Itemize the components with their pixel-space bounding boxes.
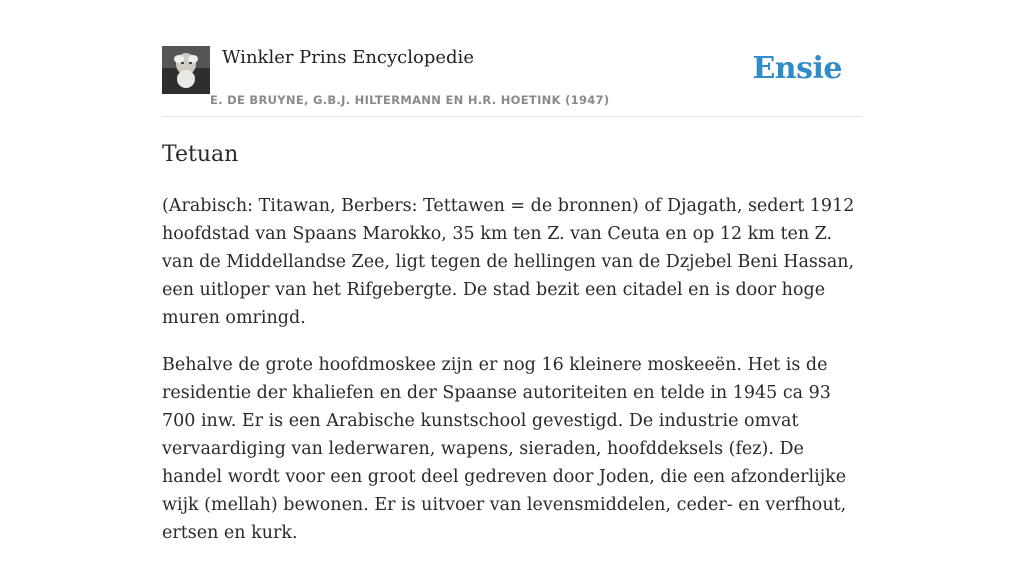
article-title: Tetuan	[162, 142, 239, 167]
article-body	[162, 192, 868, 566]
authors-byline: E. DE BRUYNE, G.B.J. HILTERMANN EN H.R. HOETINK (1947)	[210, 93, 610, 107]
source-header	[162, 46, 862, 117]
brand-logo[interactable]: Ensie	[752, 51, 842, 86]
article-paragraph: Behalve de grote hoofdmoskee zijn er nog 16 kleinere moskeeën. Het is de residentie der khaliefen en der Spaanse autoriteiten en telde in 1945 ca 93 700 inw. Er is een Arabische kunstschool gevestigd. De industrie omvat vervaardiging van lederwaren, wapens, sieraden, hoofddeksels (fez). De handel wordt voor een groot deel gedreven door Joden, die een afzonderlijke wijk (mellah) bewonen. Er is uitvoer van levensmiddelen, ceder- en verfhout, ertsen en kurk.	[162, 355, 847, 543]
author-portrait-icon[interactable]	[162, 46, 210, 94]
source-title[interactable]: Winkler Prins Encyclopedie	[222, 47, 474, 68]
article-paragraph: (Arabisch: Titawan, Berbers: Tettawen = de bronnen) of Djagath, sedert 1912 hoofdstad van Spaans Marokko, 35 km ten Z. van Ceuta en op 12 km ten Z. van de Middellandse Zee, ligt tegen de hellingen van de Dzjebel Beni Hassan, een uitloper van het Rifgebergte. De stad bezit een citadel en is door hoge muren omringd.	[162, 196, 855, 328]
